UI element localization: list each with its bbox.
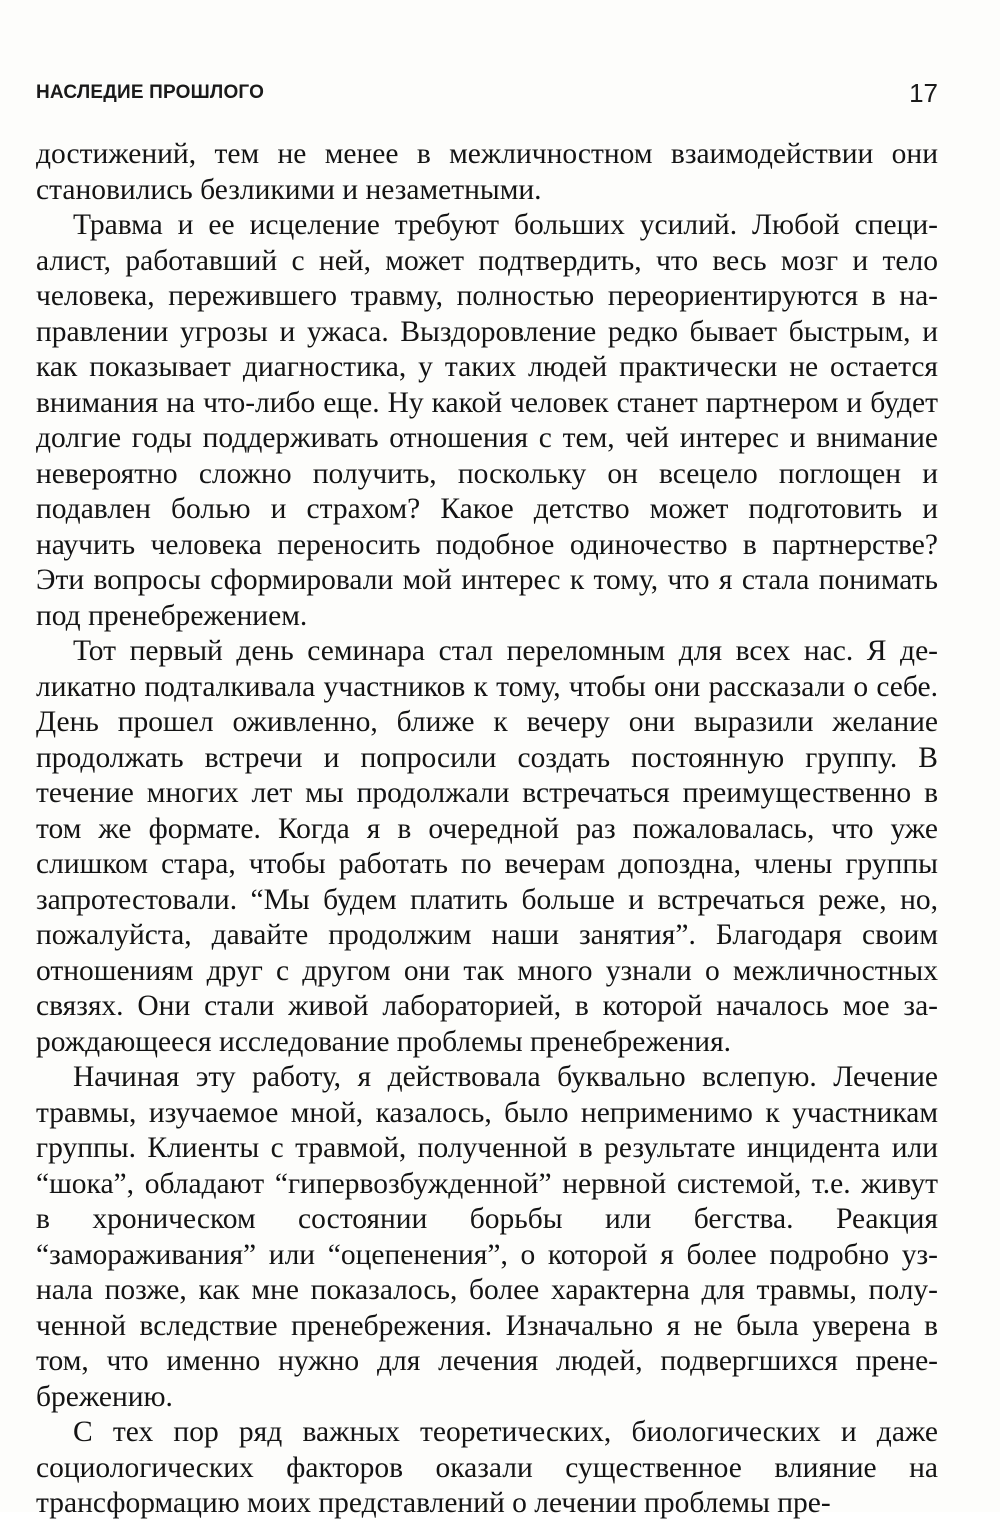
body-text: [36, 137, 938, 1522]
paragraph: Тот первый день семинара стал переломным для всех нас. Я деликатно подталкивала участников к тому, чтобы они рассказали о себе. День прошел оживленно, ближе к вечеру они выразили желание продолжать встречи и попросили создать постоянную группу. В течение многих лет мы продолжали встречаться преимущественно в том же формате. Когда я в очередной раз пожаловалась, что уже слишком стара, чтобы работать по вечерам допоздна, члены группы запротестовали. “Мы будем платить больше и встречаться реже, но, пожалуйста, давайте продолжим наши занятия”. Благодаря своим отношениям друг с другом они так много узнали о межличностных связях. Они стали живой лабораторией, в которой началось мое зарождающееся исследование проблемы пренебрежения.: [36, 635, 938, 1058]
running-title: НАСЛЕДИЕ ПРОШЛОГО: [36, 82, 265, 103]
paragraph: Начиная эту работу, я действовала буквально вслепую. Лечение травмы, изучаемое мной, казалось, было неприменимо к участникам группы. Клиенты с травмой, полученной в результате инцидента или “шока”, обладают “гипервозбужденной” нервной системой, т.е. живут в хроническом состоянии борьбы или бегства. Реакция “замораживания” или “оцепенения”, о которой я более подробно узнала позже, как мне показалось, более характерна для травмы, полученной вследствие пренебрежения. Изначально я не была уверена в том, что именно нужно для лечения людей, подвергшихся пренебрежению.: [36, 1061, 938, 1413]
paragraph-continued: достижений, тем не менее в межличностном взаимодействии они становились безликими и незаметными.: [36, 138, 938, 206]
page-number: 17: [909, 78, 938, 108]
paragraph: Травма и ее исцеление требуют больших усилий. Любой специалист, работавший с ней, может подтвердить, что весь мозг и тело человека, пережившего травму, полностью переориентируются в направлении угрозы и ужаса. Выздоровление редко бывает быстрым, и как показывает диагностика, у таких людей практически не остается внимания на что-либо еще. Ну какой человек станет партнером и будет долгие годы поддерживать отношения с тем, чей интерес и внимание невероятно сложно получить, поскольку он всецело поглощен и подавлен болью и страхом? Какое детство может подготовить и научить человека переносить подобное одиночество в партнерстве? Эти вопросы сформировали мой интерес к тому, что я стала понимать под пренебрежением.: [36, 209, 938, 632]
paragraph: С тех пор ряд важных теоретических, биологических и даже социологических факторов оказали существенное влияние на трансформацию моих представлений о лечении проблемы пре-: [36, 1416, 938, 1519]
running-header: [36, 78, 938, 108]
